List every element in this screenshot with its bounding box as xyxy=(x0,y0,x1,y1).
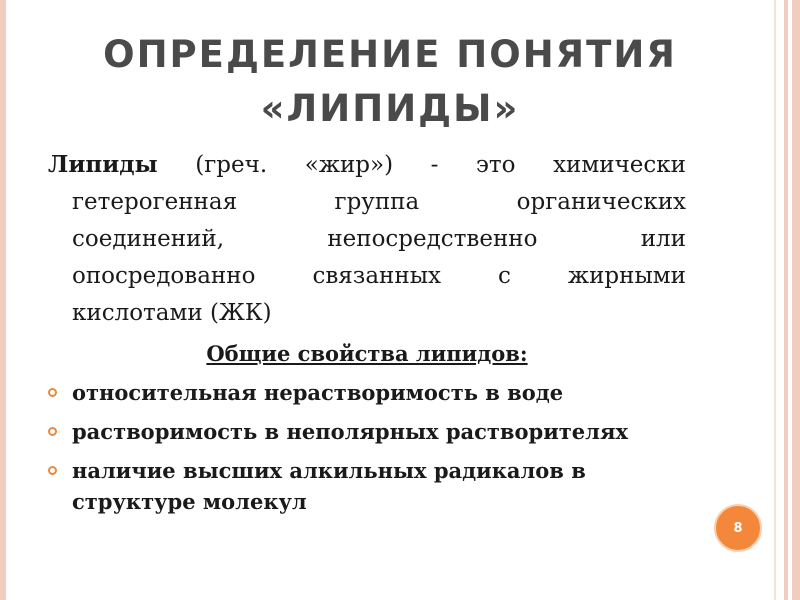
slide-title-line2: «ЛИПИДЫ» xyxy=(260,87,520,130)
properties-heading: Общие свойства липидов: xyxy=(206,341,528,366)
frame-right-inner-border xyxy=(784,0,788,600)
definition-line1-rest: (греч. «жир») - это химически xyxy=(157,152,686,178)
property-text: растворимость в неполярных растворителях xyxy=(72,419,628,444)
bullet-circle-icon xyxy=(48,466,57,475)
property-text: наличие высших алкильных радикалов в структуре молекул xyxy=(72,458,586,514)
page-number: 8 xyxy=(733,520,743,536)
frame-right-outer-border xyxy=(792,0,800,600)
slide-title-line1: ОПРЕДЕЛЕНИЕ ПОНЯТИЯ xyxy=(103,33,677,76)
definition-paragraph xyxy=(48,146,686,332)
bullet-circle-icon xyxy=(48,427,57,436)
properties-list xyxy=(48,377,688,525)
definition-line4: опосредованно связанных с жирными xyxy=(72,263,686,289)
property-item xyxy=(48,416,688,447)
frame-left-border xyxy=(0,0,6,600)
slide-title xyxy=(40,28,740,136)
property-item xyxy=(48,455,688,517)
definition-line2: гетерогенная группа органических xyxy=(72,189,686,215)
definition-line3: соединений, непосредственно или xyxy=(72,226,686,252)
frame-right-line xyxy=(774,0,776,600)
definition-term: Липиды xyxy=(48,151,158,178)
property-text: относительная нерастворимость в воде xyxy=(72,380,564,405)
page-number-badge xyxy=(714,504,762,552)
bullet-circle-icon xyxy=(48,388,57,397)
definition-line1 xyxy=(48,146,686,184)
property-item xyxy=(48,377,688,408)
definition-line5: кислотами (ЖК) xyxy=(72,300,272,326)
